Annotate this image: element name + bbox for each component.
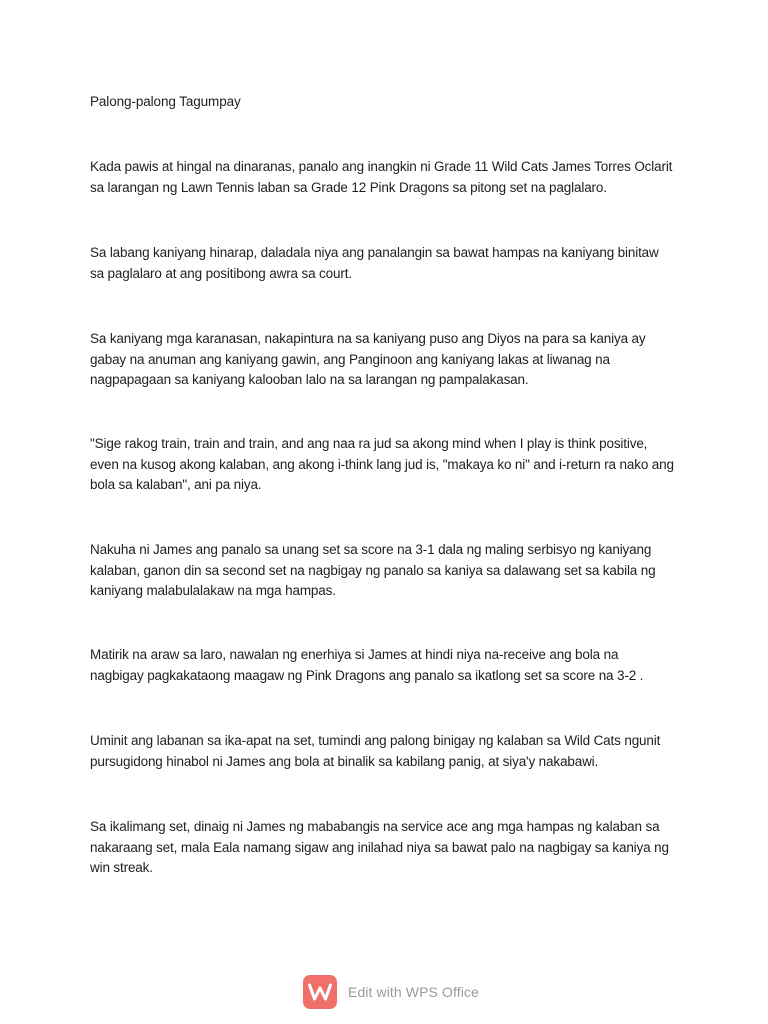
paragraph-line: nakaraang set, mala Eala namang sigaw ang inilahad niya sa bawat palo na nagbigay sa kaniya ng [90, 839, 669, 855]
paragraph-line: nagbigay pagkakataong maagaw ng Pink Dragons ang panalo sa ikatlong set sa score na 3-2 . [90, 667, 644, 683]
paragraph-line: pursugidong hinabol ni James ang bola at binalik sa kabilang panig, at siya'y nakabawi. [90, 753, 599, 769]
document-title: Palong-palong Tagumpay [90, 94, 241, 109]
paragraph-line: even na kusog akong kalaban, ang akong i-think lang jud is, "makaya ko ni" and i-return ra nako ang [90, 456, 674, 472]
paragraph [90, 645, 690, 686]
paragraph-line: win streak. [90, 860, 153, 875]
paragraph-line: Sa labang kaniyang hinarap, daladala niya ang panalangin sa bawat hampas na kaniyang binitaw [90, 245, 659, 260]
edit-with-wps-link[interactable] [303, 974, 479, 1010]
paragraph-line: Matirik na araw sa laro, nawalan ng enerhiya si James at hindi niya na-receive ang bola na [90, 647, 619, 662]
paragraph [90, 731, 690, 772]
wps-watermark-label[interactable]: Edit with WPS Office [348, 984, 479, 1000]
paragraph [90, 540, 690, 602]
paragraph [90, 434, 690, 496]
wps-logo-icon [303, 975, 337, 1009]
paragraph [90, 243, 690, 284]
paragraph-line: nagpapagaan sa kaniyang kalooban lalo na sa larangan ng pampalakasan. [90, 372, 529, 387]
paragraph-line: bola sa kalaban", ani pa niya. [90, 477, 262, 492]
paragraph-line: Sa ikalimang set, dinaig ni James ng mababangis na service ace ang mga hampas ng kalaban sa [90, 819, 660, 834]
paragraph [90, 157, 690, 198]
paragraph-line: Uminit ang labanan sa ika-apat na set, tumindi ang palong binigay ng kalaban sa Wild Cats ngunit [90, 733, 661, 748]
paragraph [90, 329, 690, 391]
paragraph-line: Sa kaniyang mga karanasan, nakapintura na sa kaniyang puso ang Diyos na para sa kaniya ay [90, 331, 646, 346]
paragraph-line: sa larangan ng Lawn Tennis laban sa Grade 12 Pink Dragons sa pitong set na paglalaro. [90, 179, 607, 195]
paragraph-line: kaniyang malabulalakaw na mga hampas. [90, 583, 336, 598]
paragraph-line: gabay na anuman ang kaniyang gawin, ang Panginoon ang kaniyang lakas at liwanag na [90, 351, 610, 367]
paragraph-line: sa paglalaro at ang positibong awra sa court. [90, 265, 352, 281]
paragraph-line: Nakuha ni James ang panalo sa unang set sa score na 3-1 dala ng maling serbisyo ng kaniyang [90, 542, 652, 557]
paragraph [90, 817, 690, 879]
paragraph-line: "Sige rakog train, train and train, and ang naa ra jud sa akong mind when I play is think positive, [90, 436, 648, 451]
paragraph-line: Kada pawis at hingal na dinaranas, panalo ang inangkin ni Grade 11 Wild Cats James Torres Oclarit [90, 159, 673, 174]
paragraph-line: kalaban, ganon din sa second set na nagbigay ng panalo sa kaniya sa dalawang set sa kabila ng [90, 562, 656, 578]
